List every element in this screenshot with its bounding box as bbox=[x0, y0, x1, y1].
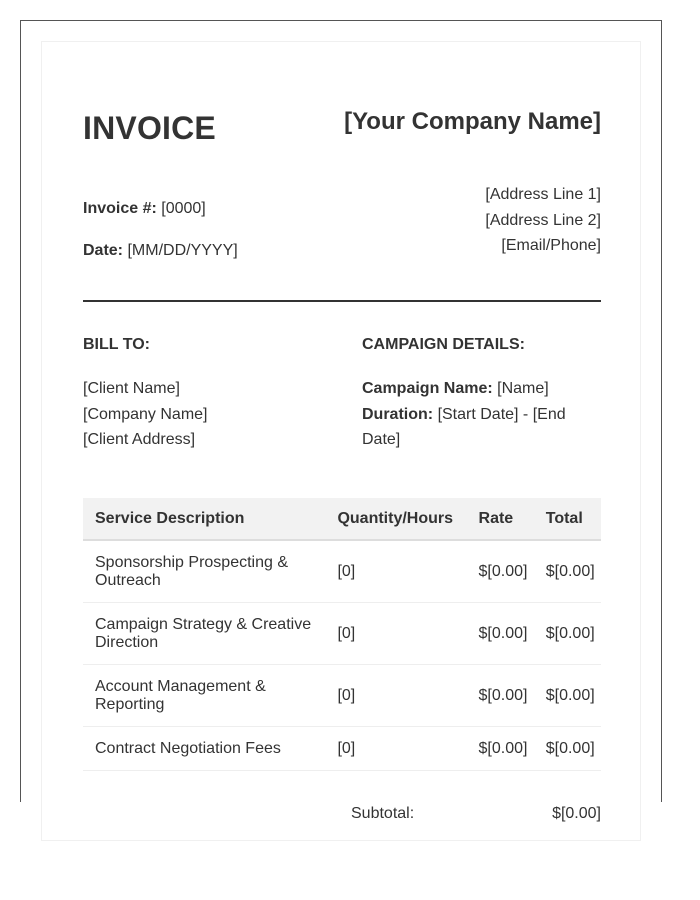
invoice-number-value: [0000] bbox=[161, 200, 206, 217]
service-description-cell: Sponsorship Prospecting & Outreach bbox=[83, 540, 325, 603]
bill-to-block bbox=[83, 376, 208, 453]
campaign-details-heading: CAMPAIGN DETAILS: bbox=[362, 336, 525, 353]
column-header-quantity-hours: Quantity/Hours bbox=[325, 498, 466, 540]
rate-cell: $[0.00] bbox=[467, 727, 534, 771]
campaign-name-label: Campaign Name: bbox=[362, 380, 493, 397]
services-table bbox=[83, 498, 601, 771]
table-row bbox=[83, 603, 601, 665]
column-header-service-description: Service Description bbox=[83, 498, 325, 540]
service-description-cell: Account Management & Reporting bbox=[83, 665, 325, 727]
table-row bbox=[83, 540, 601, 603]
column-header-total: Total bbox=[534, 498, 601, 540]
total-cell: $[0.00] bbox=[534, 727, 601, 771]
table-header-row bbox=[83, 498, 601, 540]
rate-cell: $[0.00] bbox=[467, 603, 534, 665]
client-company-name: [Company Name] bbox=[83, 405, 208, 423]
subtotal-value: $[0.00] bbox=[552, 805, 601, 822]
total-cell: $[0.00] bbox=[534, 665, 601, 727]
campaign-duration bbox=[362, 402, 601, 453]
bill-to-heading: BILL TO: bbox=[83, 336, 150, 353]
invoice-sheet bbox=[41, 41, 641, 841]
campaign-duration-value: [Start Date] - [End Date] bbox=[362, 405, 566, 448]
invoice-date bbox=[83, 242, 238, 260]
campaign-name-value: [Name] bbox=[497, 380, 549, 397]
invoice-date-label: Date: bbox=[83, 242, 124, 259]
quantity-cell: [0] bbox=[325, 727, 466, 771]
total-cell: $[0.00] bbox=[534, 603, 601, 665]
header-divider bbox=[83, 300, 601, 302]
invoice-date-value: [MM/DD/YYYY] bbox=[127, 242, 238, 259]
client-name: [Client Name] bbox=[83, 380, 180, 397]
campaign-name bbox=[362, 376, 601, 402]
campaign-details-block bbox=[362, 376, 601, 453]
subtotal-label: Subtotal: bbox=[351, 805, 415, 822]
rate-cell: $[0.00] bbox=[467, 665, 534, 727]
company-address bbox=[485, 182, 601, 259]
company-address-line-1: [Address Line 1] bbox=[485, 186, 601, 203]
total-cell: $[0.00] bbox=[534, 540, 601, 603]
document-frame bbox=[20, 20, 662, 822]
company-address-line-2: [Address Line 2] bbox=[485, 211, 601, 229]
company-contact: [Email/Phone] bbox=[501, 237, 601, 254]
invoice-number bbox=[83, 200, 206, 218]
rate-cell: $[0.00] bbox=[467, 540, 534, 603]
client-address: [Client Address] bbox=[83, 431, 196, 448]
column-header-rate: Rate bbox=[467, 498, 534, 540]
campaign-duration-label: Duration: bbox=[362, 405, 434, 423]
service-description-cell: Campaign Strategy & Creative Direction bbox=[83, 603, 325, 665]
quantity-cell: [0] bbox=[325, 540, 466, 603]
quantity-cell: [0] bbox=[325, 665, 466, 727]
company-name: [Your Company Name] bbox=[344, 108, 601, 135]
quantity-cell: [0] bbox=[325, 603, 466, 665]
service-description-cell: Contract Negotiation Fees bbox=[83, 727, 325, 771]
invoice-number-label: Invoice #: bbox=[83, 200, 157, 217]
table-row bbox=[83, 727, 601, 771]
table-row bbox=[83, 665, 601, 727]
invoice-title: INVOICE bbox=[83, 110, 216, 146]
